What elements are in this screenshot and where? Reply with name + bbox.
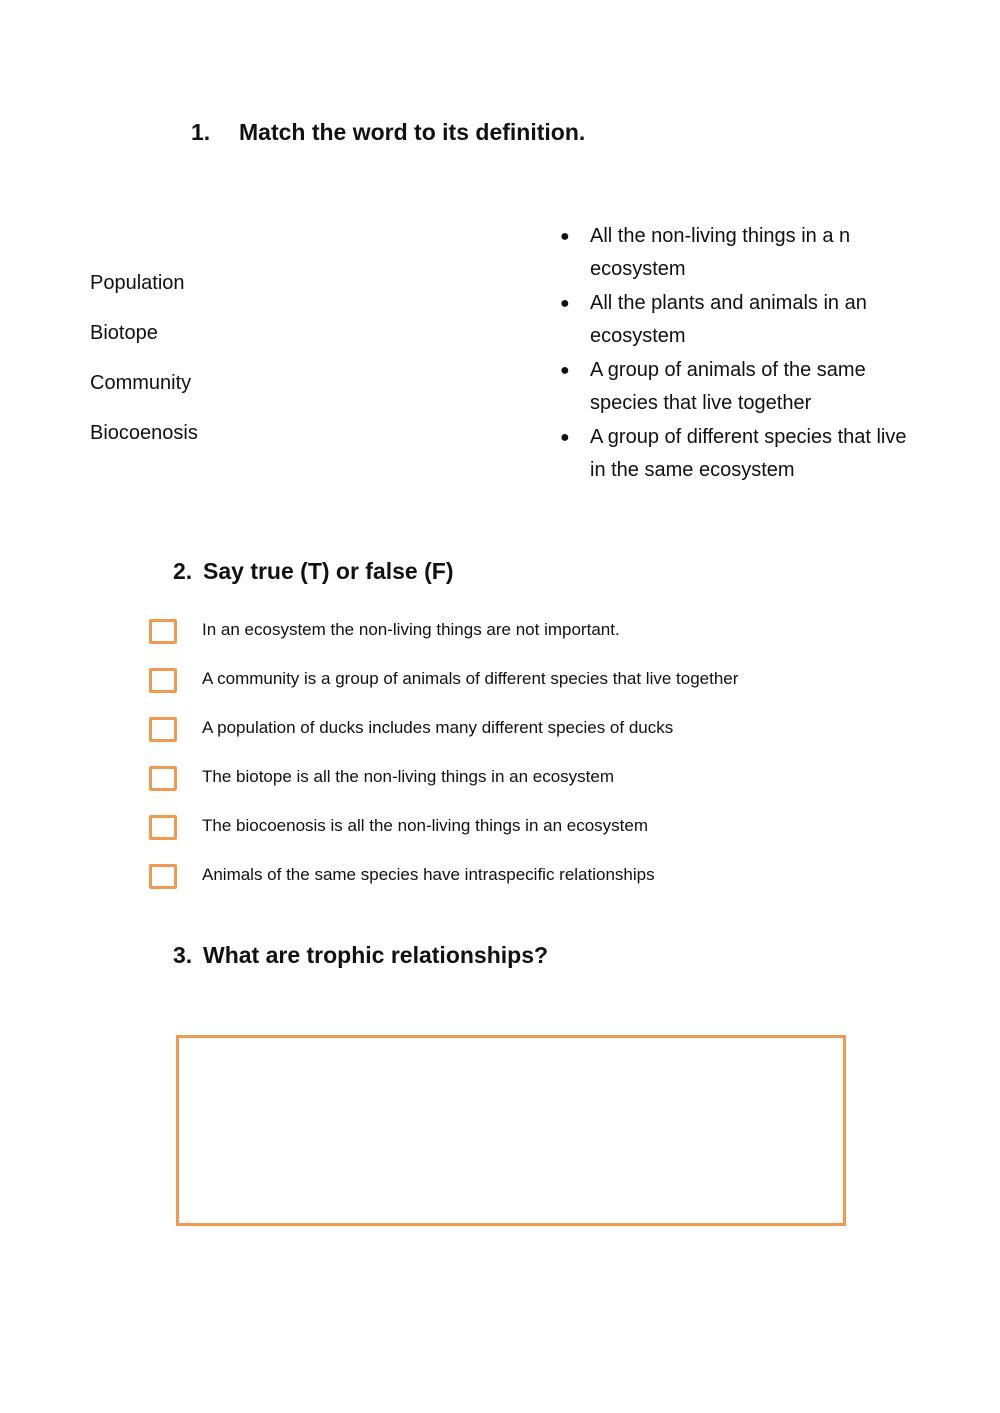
question-2-heading bbox=[173, 557, 453, 585]
word-list bbox=[90, 270, 198, 470]
question-3-number: 3. bbox=[173, 942, 193, 968]
definition-item[interactable] bbox=[558, 287, 918, 353]
statement-text: A community is a group of animals of different species that live together bbox=[202, 669, 739, 688]
statement-text: Animals of the same species have intraspecific relationships bbox=[202, 865, 655, 884]
word-item[interactable]: Population bbox=[90, 272, 185, 294]
word-item[interactable]: Biocoenosis bbox=[90, 422, 198, 444]
definition-text: All the non-living things in a n ecosystem bbox=[590, 225, 851, 280]
question-2-title: Say true (T) or false (F) bbox=[203, 558, 454, 584]
word-item[interactable]: Biotope bbox=[90, 322, 158, 344]
question-3-title: What are trophic relationships? bbox=[203, 942, 549, 968]
definition-text: A group of different species that live in the same ecosystem bbox=[590, 426, 907, 481]
statement-text: The biocoenosis is all the non-living things in an ecosystem bbox=[202, 816, 649, 835]
answer-box-input[interactable] bbox=[149, 815, 177, 840]
answer-box-input[interactable] bbox=[149, 864, 177, 889]
definition-item[interactable] bbox=[558, 220, 918, 286]
definition-text: A group of animals of the same species that live together bbox=[590, 359, 866, 414]
question-1-title: Match the word to its definition. bbox=[239, 119, 586, 145]
answer-box-input[interactable] bbox=[149, 619, 177, 644]
definition-item[interactable] bbox=[558, 354, 918, 420]
definition-list bbox=[558, 220, 918, 488]
answer-box-input[interactable] bbox=[149, 766, 177, 791]
definition-item[interactable] bbox=[558, 421, 918, 487]
answer-box-input[interactable] bbox=[149, 668, 177, 693]
word-item[interactable]: Community bbox=[90, 372, 192, 394]
statement-text: In an ecosystem the non-living things are not important. bbox=[202, 620, 620, 639]
answer-text-area[interactable] bbox=[176, 1035, 846, 1226]
bullet-icon: ● bbox=[560, 295, 570, 312]
bullet-icon: ● bbox=[560, 429, 570, 446]
question-3-heading bbox=[173, 941, 548, 969]
statement-text: A population of ducks includes many different species of ducks bbox=[202, 718, 674, 737]
question-2-number: 2. bbox=[173, 558, 193, 584]
question-1-heading bbox=[191, 118, 585, 146]
definition-text: All the plants and animals in an ecosystem bbox=[590, 292, 867, 347]
bullet-icon: ● bbox=[560, 362, 570, 379]
question-1-number: 1. bbox=[191, 119, 211, 145]
statement-text: The biotope is all the non-living things in an ecosystem bbox=[202, 767, 615, 786]
answer-box-input[interactable] bbox=[149, 717, 177, 742]
bullet-icon: ● bbox=[560, 228, 570, 245]
